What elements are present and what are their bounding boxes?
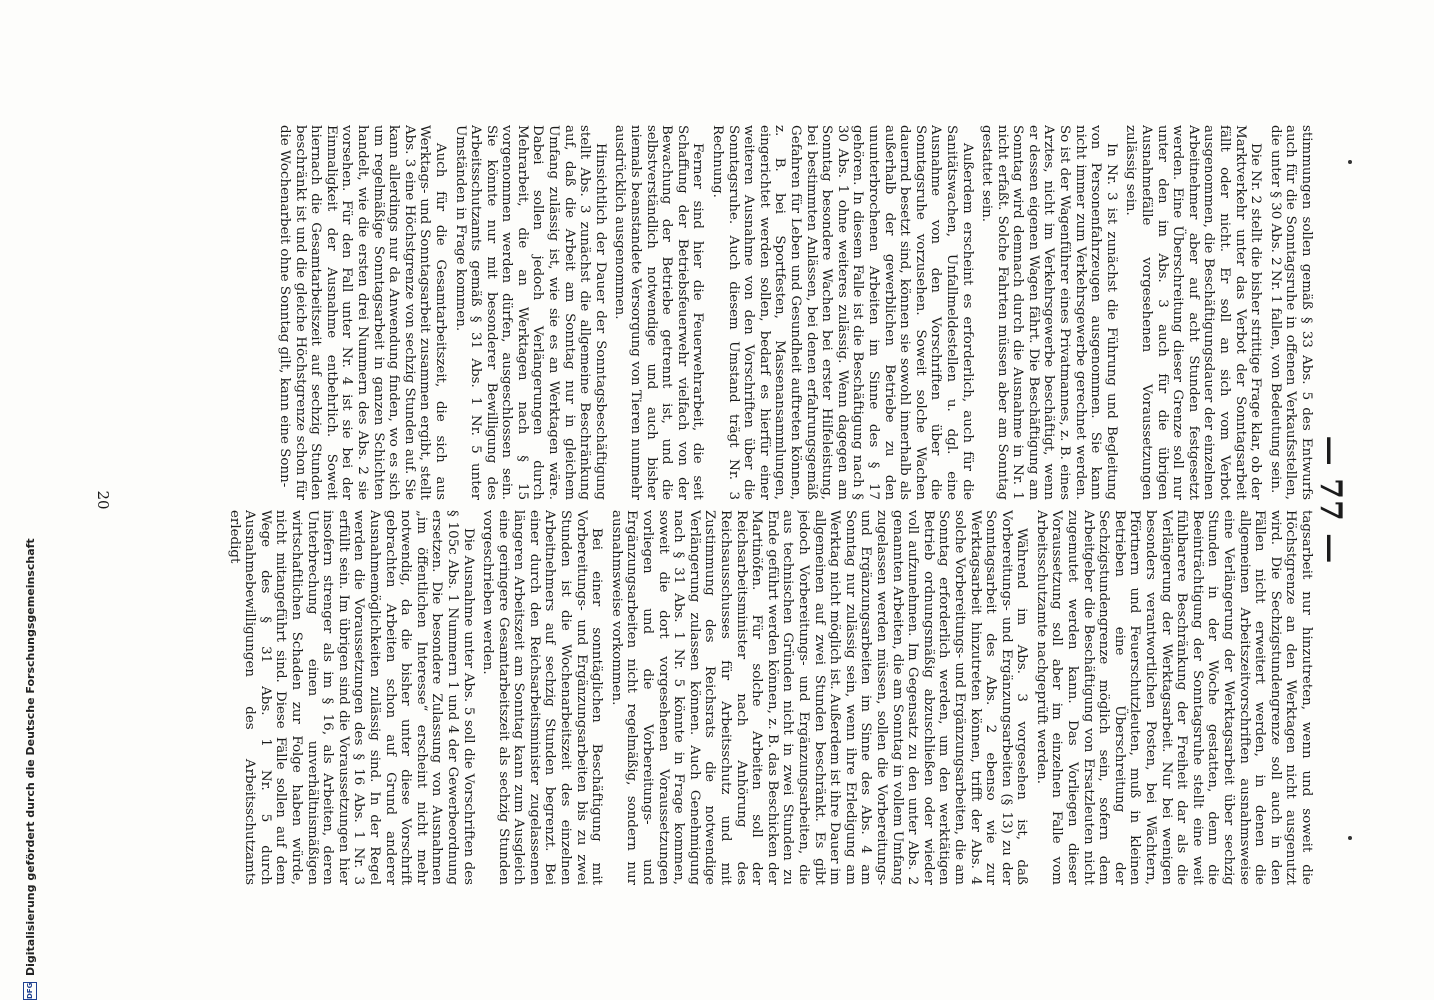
digitization-credit <box>20 0 40 1000</box>
page-number: — 77 — <box>1313 435 1348 565</box>
paragraph: Außerdem erscheint es erforderlich, auch für die Sanitätswachen, Unfallmeldestellen u. dgl. eine Ausnahme von den Vorschriften über die Sonntagsruhe vorzusehen. Soweit solche Wachen dauernd besetzt sind, können sie sowohl innerhalb als außerhalb der gewerblichen Betriebe zu den ununterbrochenen Arbeiten im Sinne des § 17 gehören. In diesem Falle ist die Beschäftigung nach § 30 Abs. 1 ohne weiteres zulässig. Wenn dagegen am Sonntag besondere Wachen bei erster Hilfeleistung, bei bestimmten Anlässen, bei denen erfahrungsgemäß Gefahren für Leben und Gesundheit auftreten können, z. B. bei Sportfesten, Massenansammlungen, eingerichtet werden sollen, bedarf es hierfür einer weiteren Ausnahme von den Vorschriften über die Sonntagsruhe. Auch diesem Umstand trägt Nr. 3 Rechnung. <box>710 125 975 500</box>
print-mark <box>1348 160 1352 164</box>
paragraph: In Nr. 3 ist zunächst die Führung und Begleitung von Personenfahrzeugen ausgenommen. Sie kann nicht immer zum Verkehrsgewerbe gerechnet werden. So ist der Wagenführer eines Privatmannes, z. B. eines Arztes, nicht im Verkehrsgewerbe beschäftigt, wenn er dessen eigenen Wagen fährt. Die Beschäftigung am Sonntag wird demnach durch die Ausnahme in Nr. 1 nicht erfaßt. Solche Fahrten müssen aber am Sonntag gestattet sein. <box>979 125 1119 500</box>
paragraph: Während im Abs. 3 vorgesehen ist, daß Vorbereitungs- und Ergänzungsarbeiten (§ 13) zu der Sonntagsarbeit des Abs. 2 ebenso wie zur Werktagsarbeit hinzutreten können, trifft der Abs. 4 solche Vorbereitungs- und Ergänzungsarbeiten, die am Sonntag erforderlich werden, um den werktätigen Betrieb ordnungsmäßig abzuschließen oder wieder voll aufzunehmen. Im Gegensatz zu den unter Abs. 2 genannten Arbeiten, die am Sonntag in vollem Umfang zugelassen werden müssen, sollen die Vorbereitungs- und Ergänzungsarbeiten im Sinne des Abs. 4 am Sonntag nur zulässig sein, wenn ihre Erledigung am Werktag nicht möglich ist. Außerdem ist ihre Dauer im allgemeinen auf zwei Stunden beschränkt. Es gibt jedoch Vorbereitungs- und Ergänzungsarbeiten, die aus technischen Gründen nicht in zwei Stunden zu Ende geführt werden können, z. B. das Beschicken der Martinöfen. Für solche Arbeiten soll der Reichsarbeitsminister nach Anhörung des Reichsausschusses für Arbeitsschutz und mit Zustimmung des Reichsrats die notwendige Verlängerung zulassen können. Auch Genehmigung nach § 31 Abs. 1 Nr. 5 könnte in Frage kommen, soweit die dort vorgesehenen Voraussetzungen vorliegen und die Vorbereitungs- und Ergänzungsarbeiten nicht regelmäßig, sondern nur ausnahmsweise vorkommen. <box>608 510 1030 885</box>
text-column-left <box>119 125 1314 500</box>
print-mark <box>1348 836 1352 840</box>
text-column-right <box>119 510 1314 885</box>
paragraph: Hinsichtlich der Dauer der Sonntagsbeschäftigung stellt Abs. 3 zunächst die allgemeine Beschränkung auf, daß die Arbeit am Sonntag nur in gleichem Umfang zulässig ist, wie sie es an Werktagen wäre. Dabei sollen jedoch Verlängerungen durch Mehrarbeit, die an Werktagen nach § 15 vorgenommen werden dürfen, ausgeschlossen sein. Sie könnte nur mit besonderer Bewilligung des Arbeitsschutzamts gemäß § 31 Abs. 1 Nr. 5 unter Umständen in Frage kommen. <box>452 125 608 500</box>
paragraph: Bei einer sonntäglichen Beschäftigung mit Vorbereitungs- und Ergänzungsarbeiten bis zu zwei Stunden ist die Wochenarbeitszeit des einzelnen Arbeitnehmers auf sechzig Stunden begrenzt. Bei einer durch den Reichsarbeitsminister zugelassenen längeren Arbeitszeit am Sonntag kann zum Ausgleich eine geringere Gesamtarbeitszeit als sechzig Stunden vorgeschrieben werden. <box>480 510 605 885</box>
paragraph: stimmungen sollen gemäß § 33 Abs. 5 des Entwurfs auch für die Sonntagsruhe in offenen Verkaufsstellen, die unter § 30 Abs. 2 Nr. 1 fallen, von Bedeutung sein. <box>1267 125 1314 500</box>
sheet-number: 20 <box>94 490 112 510</box>
credit-text: Digitalisierung gefördert durch die Deutsche Forschungsgemeinschaft <box>23 538 37 976</box>
paragraph: tagsarbeit nur hinzutreten, wenn und soweit die Höchstgrenze an den Werktagen nicht ausgenutzt wird. Die Sechzigstundengrenze soll auch in den Fällen nicht erweitert werden, in denen die allgemeinen Arbeitszeitvorschriften ausnahmsweise eine Verlängerung der Werktagsarbeit über sechzig Stunden in der Woche gestatten, denn die Beeinträchtigung der Sonntagsruhe stellt eine weit fühlbarere Beschränkung der Freiheit dar als die Verlängerung der Werktagsarbeit. Nur bei wenigen besonders verantwortlichen Posten, bei Wächtern, Pförtnern und Feuerschutzleuten, muß in kleinen Betrieben eine Überschreitung der Sechzigstundengrenze möglich sein, sofern dem Arbeitgeber die Beschäftigung von Ersatzleuten nicht zugemutet werden kann. Das Vorliegen dieser Voraussetzung soll aber im einzelnen Falle vom Arbeitsschutzamte nachgeprüft werden. <box>1033 510 1314 885</box>
dfg-logo-icon: DFG <box>23 982 37 1000</box>
paragraph: Auch für die Gesamtarbeitszeit, die sich aus Werktags- und Sonntagsarbeit zusammen ergibt, stellt Abs. 3 eine Höchstgrenze von sechzig Stunden auf. Sie kann allerdings nur da Anwendung finden, wo es sich um regelmäßige Sonntagsarbeit in ganzen Schichten handelt, wie die ersten drei Nummern des Abs. 2 sie vorsehen. Für den Fall unter Nr. 4 ist sie bei der Einmaligkeit der Ausnahme entbehrlich. Soweit hiernach die Gesamtarbeitszeit auf sechzig Stunden beschränkt ist und die gleiche Höchstgrenze schon für die Wochenarbeit ohne Sonntag gilt, kann eine Sonn- <box>277 125 448 500</box>
paragraph: Die Nr. 2 stellt die bisher strittige Frage klar, ob der Marktverkehr unter das Verbot der Sonntagsarbeit fällt oder nicht. Er soll an sich vom Verbot ausgenommen, die Beschäftigungsdauer der einzelnen Arbeitnehmer aber auf acht Stunden festgesetzt werden. Eine Überschreitung dieser Grenze soll nur unter den im Abs. 3 auch für die übrigen Ausnahmefälle vorgesehenen Voraussetzungen zulässig sein. <box>1123 125 1264 500</box>
paragraph: Ferner sind hier die Feuerwehrarbeit, die seit Schaffung der Betriebsfeuerwehr vielfach von der Bewachung der Betriebe getrennt ist, und die selbstverständlich notwendige und auch bisher niemals beanstandete Versorgung von Tieren nunmehr ausdrücklich ausgenommen. <box>612 125 706 500</box>
paragraph: Die Ausnahme unter Abs. 5 soll die Vorschriften des § 105c Abs. 1 Nummern 1 und 4 der Gewerbeordnung ersetzen. Die besondere Zulassung von Ausnahmen „im öffentlichen Interesse“ erscheint nicht mehr notwendig, da die bisher unter diese Vorschrift gebrachten Arbeiten schon auf Grund anderer Ausnahmemöglichkeiten zulässig sind. In der Regel werden die Voraussetzungen des § 16 Abs. 1 Nr. 3 erfüllt sein. Im übrigen sind die Voraussetzungen hier insofern strenger als im § 16, als Arbeiten, deren Unterbrechung einen unverhältnismäßigen wirtschaftlichen Schaden zur Folge haben würde, nicht mitangeführt sind. Diese Fälle sollen auf dem Wege des § 31 Abs. 1 Nr. 5 durch Ausnahmebewilligungen des Arbeitsschutzamts erledigt <box>226 510 476 885</box>
